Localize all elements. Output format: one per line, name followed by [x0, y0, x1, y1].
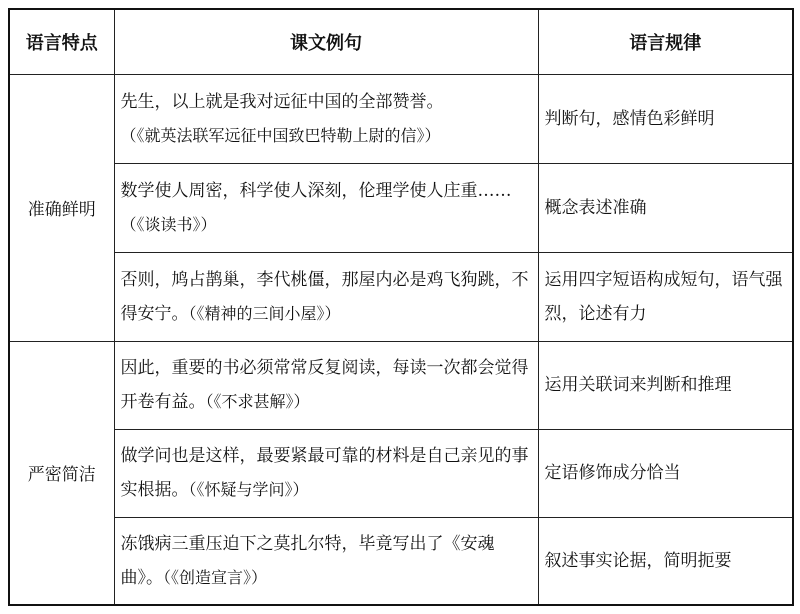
example-source: （《精神的三间小屋》） — [188, 303, 341, 323]
example-text: 数学使人周密，科学使人深刻，伦理学使人庄重…… — [120, 180, 512, 201]
language-features-table — [8, 8, 794, 606]
example-source: （《谈读书》） — [120, 214, 217, 234]
header-features: 语言特点 — [9, 9, 114, 75]
example-text: 否则，鸠占鹊巢，李代桃僵，那屋内必是鸡飞狗跳，不得安宁。 — [120, 269, 529, 324]
table-header-row — [9, 9, 793, 75]
rule-cell: 判断句，感情色彩鲜明 — [538, 75, 793, 164]
example-text: 因此，重要的书必须常常反复阅读，每读一次都会觉得开卷有益。 — [120, 358, 529, 413]
example-cell — [114, 163, 538, 252]
category-cell: 严密简洁 — [9, 341, 114, 605]
table-row — [9, 517, 793, 605]
rule-cell: 叙述事实论据，简明扼要 — [538, 517, 793, 605]
rule-cell: 定语修饰成分恰当 — [538, 429, 793, 517]
header-rules: 语言规律 — [538, 9, 793, 75]
table-row — [9, 429, 793, 517]
category-cell: 准确鲜明 — [9, 75, 114, 342]
example-cell — [114, 252, 538, 341]
example-text: 做学问也是这样，最要紧最可靠的材料是自己亲见的事实根据。 — [120, 446, 529, 501]
table-row — [9, 252, 793, 341]
example-cell — [114, 517, 538, 605]
header-examples: 课文例句 — [114, 9, 538, 75]
example-source: （《创造宣言》） — [163, 567, 268, 587]
example-source: （《怀疑与学问》） — [188, 480, 309, 500]
table-row — [9, 341, 793, 429]
example-cell — [114, 429, 538, 517]
example-text: 先生，以上就是我对远征中国的全部赞誉。 — [120, 91, 444, 112]
example-text: 冻饿病三重压迫下之莫扎尔特，毕竟写出了《安魂曲》。 — [120, 533, 495, 588]
rule-cell: 运用四字短语构成短句，语气强烈，论述有力 — [538, 252, 793, 341]
example-cell — [114, 341, 538, 429]
table-row — [9, 163, 793, 252]
example-source: （《就英法联军远征中国致巴特勒上尉的信》） — [120, 125, 441, 145]
example-cell — [114, 75, 538, 164]
rule-cell: 运用关联词来判断和推理 — [538, 341, 793, 429]
example-source: （《不求甚解》） — [205, 392, 310, 412]
table-row — [9, 75, 793, 164]
rule-cell: 概念表述准确 — [538, 163, 793, 252]
